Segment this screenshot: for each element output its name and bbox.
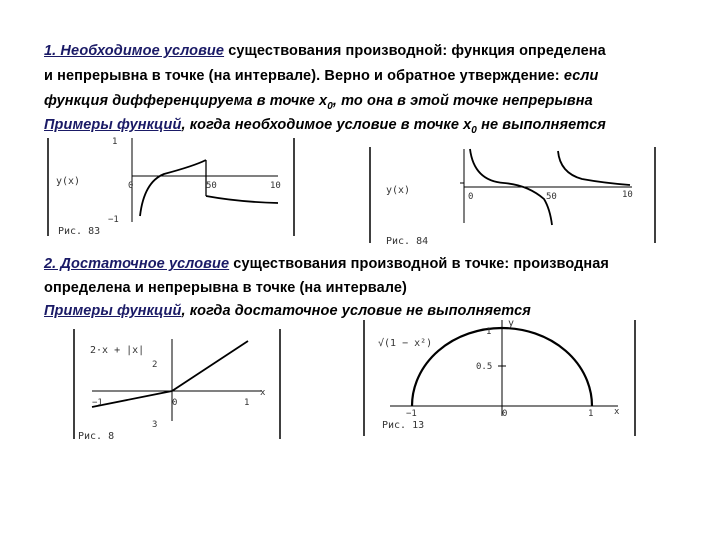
fig8-func-label: 2·x + |x| <box>90 345 145 356</box>
section1-examples-a: , когда необходимое условие в точке x <box>181 117 472 133</box>
section1-line2-italic: если <box>563 68 599 84</box>
examples-link-2[interactable]: Примеры функций <box>44 303 182 319</box>
section2-line2 <box>44 280 407 296</box>
fig8-origin: 0 <box>172 398 178 408</box>
figure-13 <box>360 316 640 438</box>
fig8-x-left: −1 <box>92 398 103 408</box>
fig83-y-top: 1 <box>112 137 118 147</box>
fig13-x-left: −1 <box>406 409 417 419</box>
section1-heading-rest: существования производной: функция определена <box>224 43 606 59</box>
figure-83 <box>44 132 299 238</box>
section2-examples-rest: , когда достаточное условие не выполняется <box>181 303 531 319</box>
fig13-origin: 0 <box>502 409 508 419</box>
fig13-y-mid: 0.5 <box>476 362 493 372</box>
section1-line3-b: , то она в этой точке непрерывна <box>332 93 593 109</box>
section1-line2-text: и непрерывна в точке (на интервале). Верно и обратное утверждение: <box>44 68 564 84</box>
fig83-y-bottom: −1 <box>108 215 119 225</box>
section1-examples-b: не выполняется <box>476 117 606 133</box>
section1-line3 <box>44 93 593 112</box>
fig83-x-mid: 50 <box>206 181 217 191</box>
fig13-y-top: 1 <box>486 327 492 337</box>
fig83-x-end: 10 <box>270 181 281 191</box>
fig84-func-label: y(x) <box>386 185 411 196</box>
fig83-func-label: y(x) <box>56 176 81 187</box>
fig83-origin: 0 <box>128 181 134 191</box>
figure-84 <box>364 143 664 246</box>
fig84-curve-right <box>558 151 630 185</box>
fig13-x-right: 1 <box>588 409 594 419</box>
section1-line3-a: функция дифференцируема в точке x <box>44 93 328 109</box>
fig84-caption: Рис. 84 <box>386 236 429 246</box>
section2-line1 <box>44 256 609 272</box>
fig83-curve-right <box>206 196 278 203</box>
section2-line2-text: определена и непрерывна в точке (на интервале) <box>44 280 407 296</box>
fig8-x-axis-label: x <box>260 388 266 398</box>
fig84-x-end: 10 <box>622 190 633 200</box>
fig84-origin: 0 <box>468 192 474 202</box>
sufficient-condition-heading[interactable]: 2. Достаточное условие <box>44 256 230 272</box>
fig13-caption: Рис. 13 <box>382 420 425 431</box>
fig83-curve-left <box>140 160 206 216</box>
fig13-x-axis-label: x <box>614 407 620 417</box>
fig8-y-bottom: 3 <box>152 420 158 430</box>
fig8-caption: Рис. 8 <box>78 431 115 442</box>
fig84-x-mid: 50 <box>546 192 557 202</box>
examples-link-1[interactable]: Примеры функций <box>44 117 182 133</box>
fig13-func-label: √(1 − x²) <box>378 338 433 349</box>
section1-examples-sub: 0 <box>471 124 477 136</box>
fig8-x-right: 1 <box>244 398 250 408</box>
figure-8 <box>70 325 285 442</box>
section1-line3-sub: 0 <box>327 100 333 112</box>
section1-line1 <box>44 43 606 59</box>
section1-line2 <box>44 68 598 84</box>
fig83-caption: Рис. 83 <box>58 226 101 237</box>
section2-heading-rest: существования производной в точке: производная <box>229 256 609 272</box>
fig13-y-axis-label: y <box>508 318 515 329</box>
fig8-y-top: 2 <box>152 360 158 370</box>
necessary-condition-heading[interactable]: 1. Необходимое условие <box>44 43 225 59</box>
